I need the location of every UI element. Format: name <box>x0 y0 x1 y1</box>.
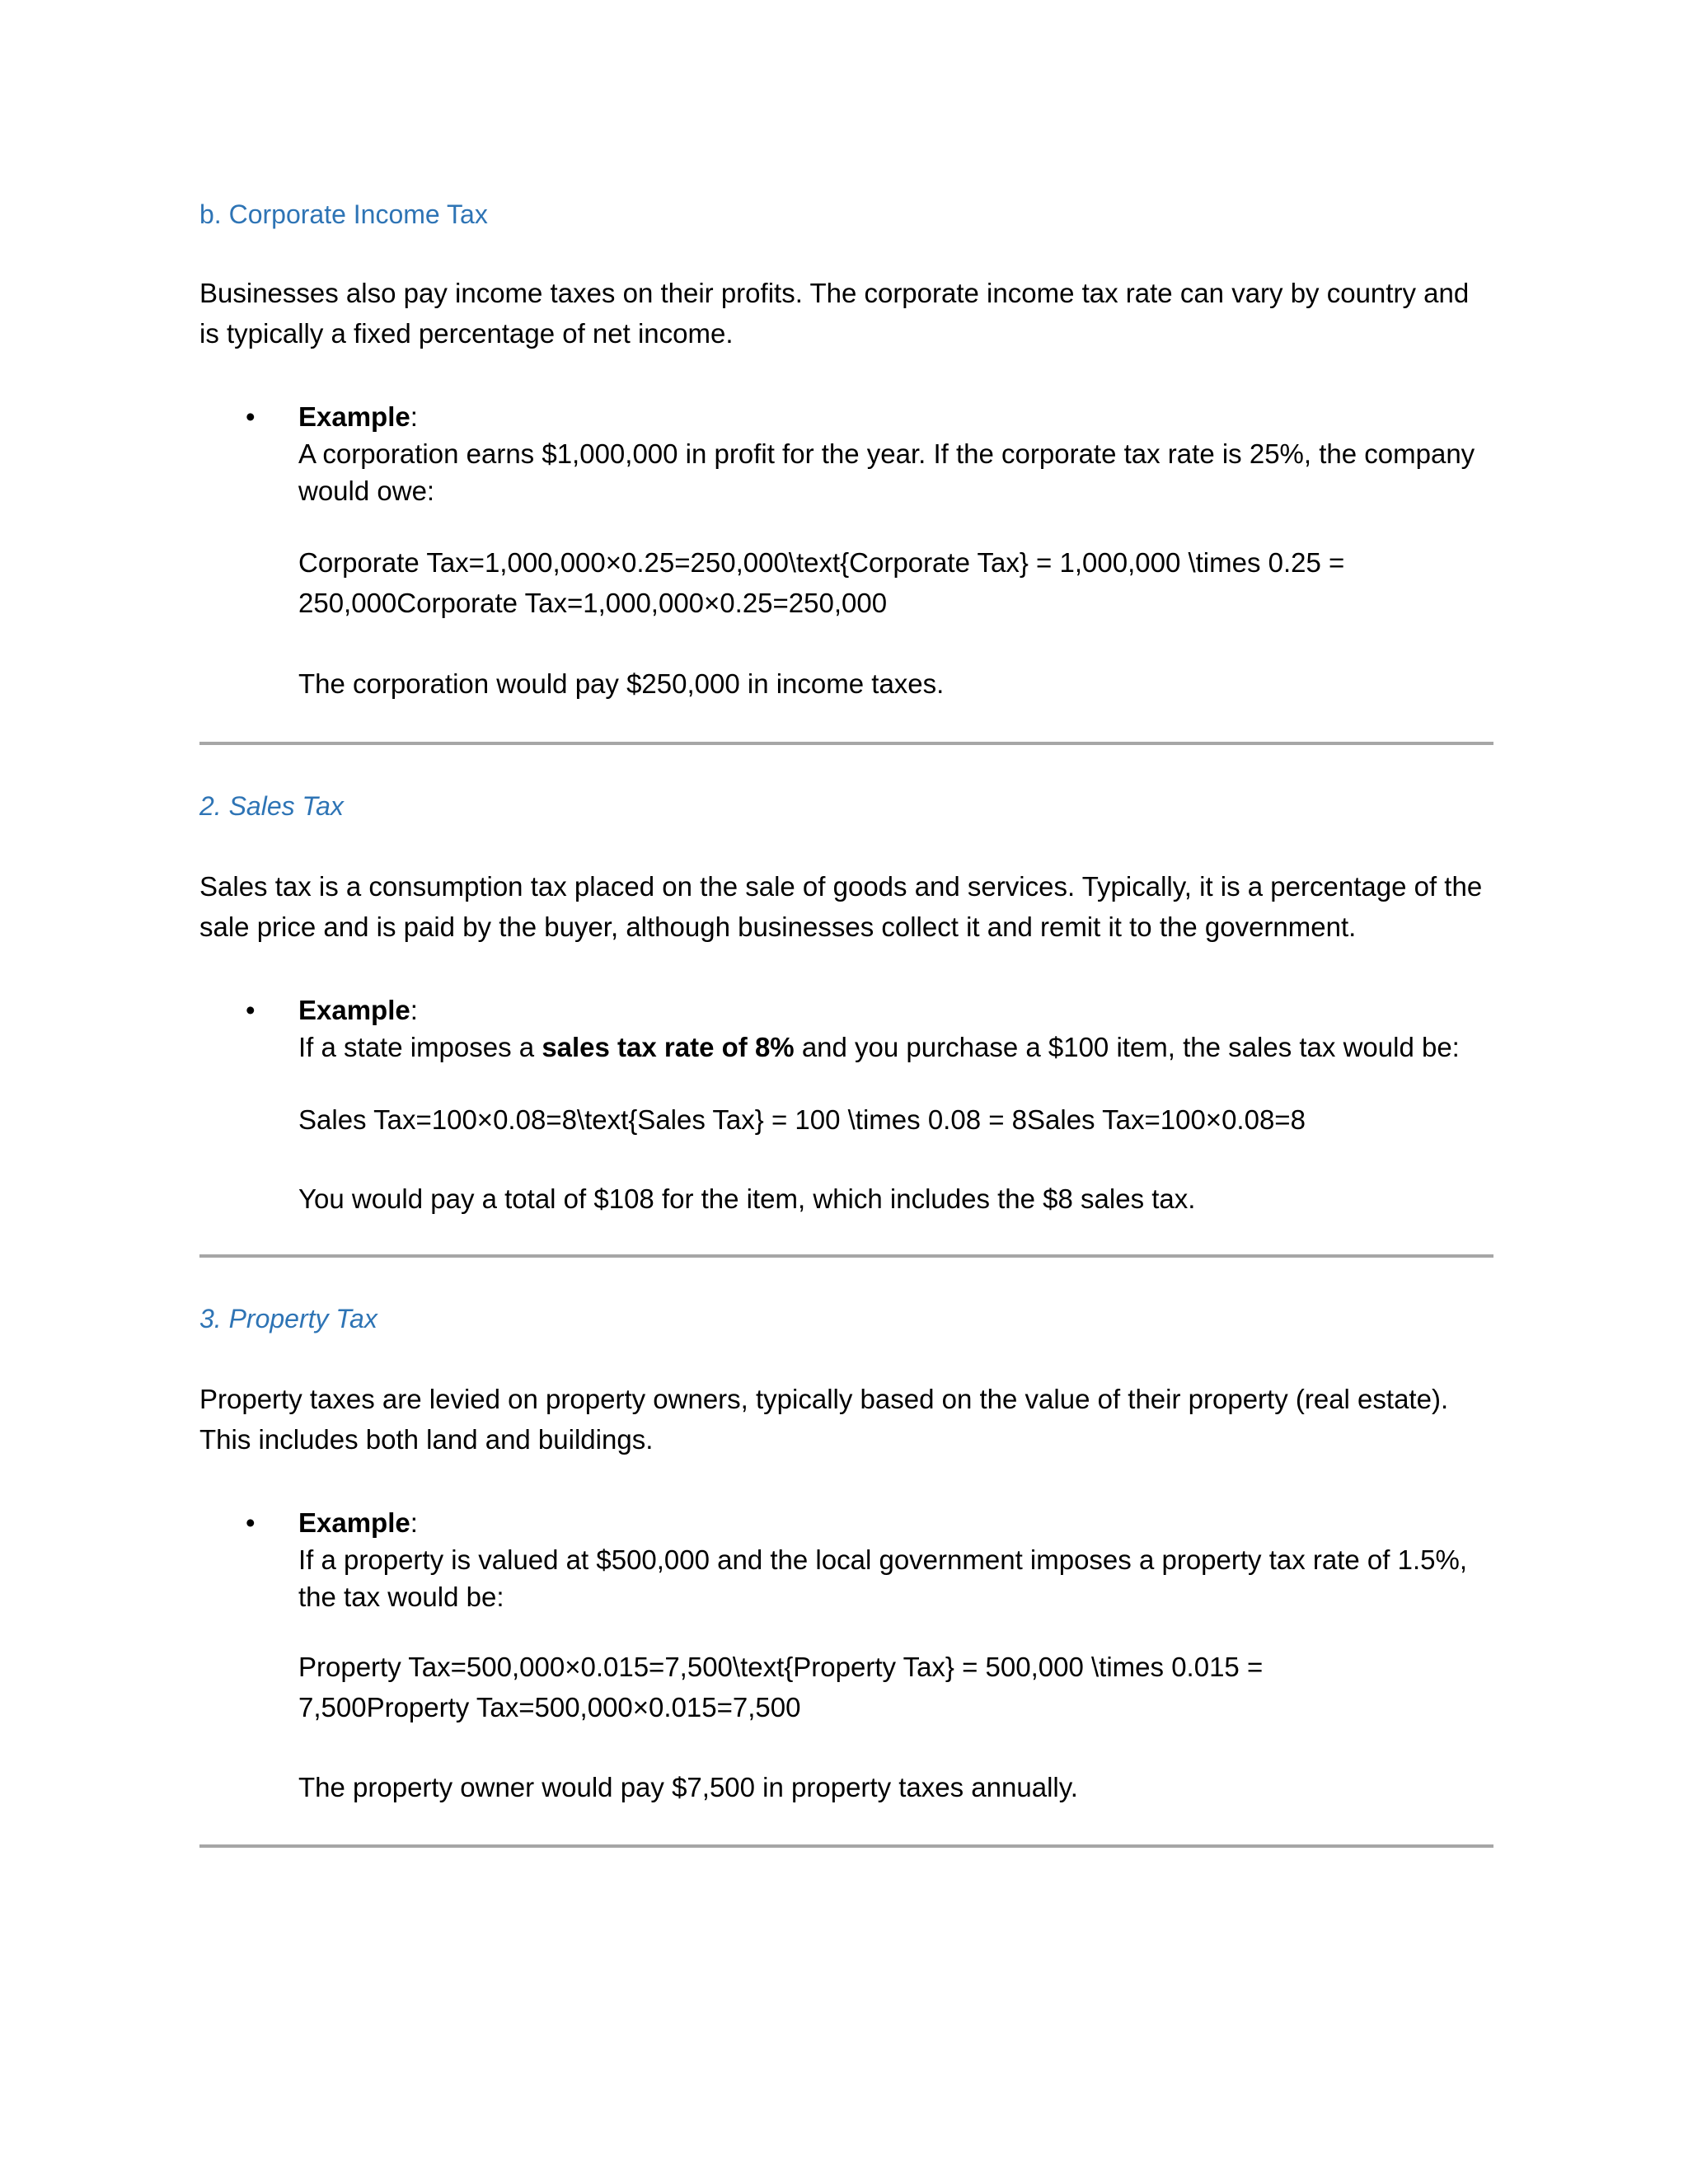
bullet-icon: • <box>246 995 256 1025</box>
bullet-icon: • <box>246 1507 256 1538</box>
conclusion-text: The property owner would pay $7,500 in property taxes annually. <box>298 1772 1078 1802</box>
example-label: Example <box>298 401 410 432</box>
example-text-after: and you purchase a $100 item, the sales tax would be: <box>794 1032 1460 1062</box>
example-label: Example <box>298 1507 410 1538</box>
example-block <box>298 398 1502 509</box>
section-paragraph: Businesses also pay income taxes on their profits. The corporate income tax rate can vary by country and is typically a fixed percentage of net income. <box>199 278 1470 349</box>
section-heading: 2. Sales Tax <box>199 791 344 821</box>
example-block <box>298 991 1502 1066</box>
formula-text: Sales Tax=100×0.08=8\text{Sales Tax} = 100 \times 0.08 = 8Sales Tax=100×0.08=8 <box>298 1104 1306 1135</box>
horizontal-divider <box>199 1254 1493 1258</box>
horizontal-divider <box>199 742 1493 745</box>
example-colon: : <box>410 1507 418 1538</box>
example-label: Example <box>298 995 410 1025</box>
example-colon: : <box>410 401 418 432</box>
example-text-bold: sales tax rate of 8% <box>542 1032 795 1062</box>
formula-text: Property Tax=500,000×0.015=7,500\text{Property Tax} = 500,000 \times 0.015 = 7,500Property Tax=500,000×0.015=7,500 <box>298 1652 1264 1722</box>
example-text-before: If a state imposes a <box>298 1032 542 1062</box>
horizontal-divider <box>199 1844 1493 1848</box>
example-text: If a property is valued at $500,000 and the local government imposes a property tax rate of 1.5%, the tax would be: <box>298 1544 1468 1612</box>
section-heading: 3. Property Tax <box>199 1304 377 1333</box>
section-heading: b. Corporate Income Tax <box>199 199 488 229</box>
example-text: A corporation earns $1,000,000 in profit for the year. If the corporate tax rate is 25%, the company would owe: <box>298 438 1475 506</box>
formula-text: Corporate Tax=1,000,000×0.25=250,000\text{Corporate Tax} = 1,000,000 \times 0.25 = 250,000Corporate Tax=1,000,000×0.25=250,000 <box>298 547 1345 618</box>
conclusion-text: You would pay a total of $108 for the item, which includes the $8 sales tax. <box>298 1183 1196 1214</box>
bullet-icon: • <box>246 401 256 432</box>
section-paragraph: Sales tax is a consumption tax placed on the sale of goods and services. Typically, it is a percentage of the sale price and is paid by the buyer, although businesses collect it and remit it to the government. <box>199 871 1483 942</box>
example-block <box>298 1504 1502 1615</box>
section-paragraph: Property taxes are levied on property owners, typically based on the value of their property (real estate). This includes both land and buildings. <box>199 1384 1449 1455</box>
example-colon: : <box>410 995 418 1025</box>
conclusion-text: The corporation would pay $250,000 in income taxes. <box>298 668 945 699</box>
